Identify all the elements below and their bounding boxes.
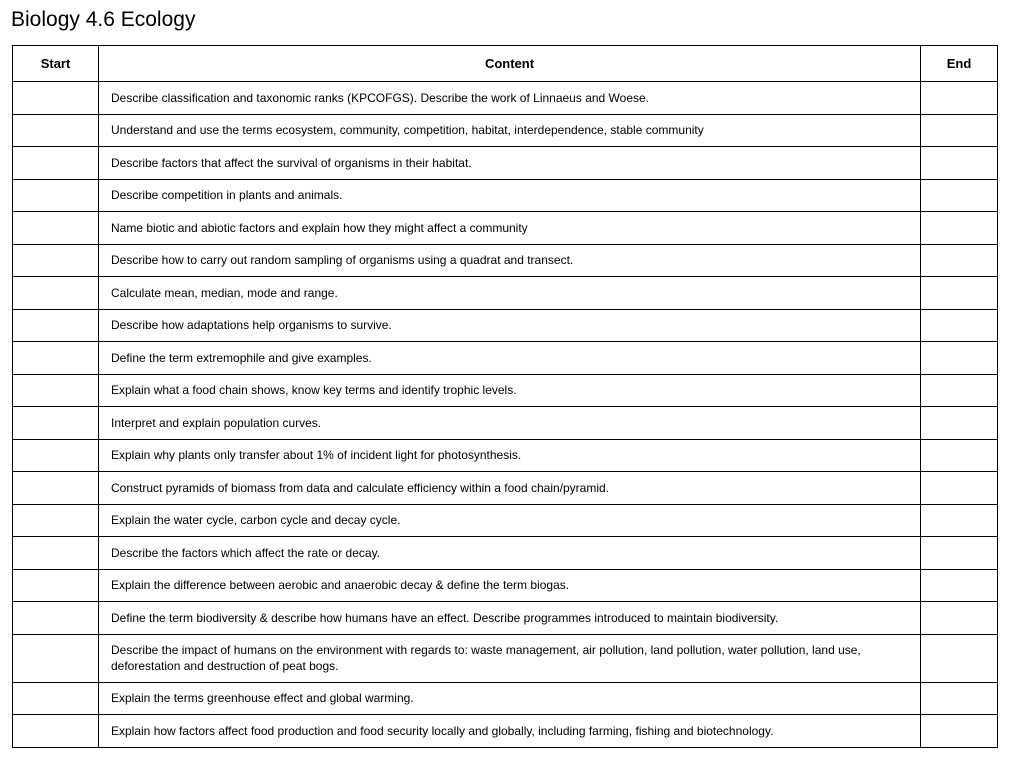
end-check-cell[interactable]	[921, 472, 998, 505]
start-check-cell[interactable]	[13, 569, 99, 602]
content-cell: Describe competition in plants and animals.	[99, 179, 921, 212]
table-row	[13, 374, 998, 407]
table-row	[13, 602, 998, 635]
end-check-cell[interactable]	[921, 439, 998, 472]
table-row	[13, 682, 998, 715]
start-check-cell[interactable]	[13, 602, 99, 635]
table-row	[13, 407, 998, 440]
content-cell: Calculate mean, median, mode and range.	[99, 277, 921, 310]
content-cell: Explain how factors affect food production and food security locally and globally, including farming, fishing and biotechnology.	[99, 715, 921, 748]
content-cell: Describe the factors which affect the rate or decay.	[99, 537, 921, 570]
end-check-cell[interactable]	[921, 342, 998, 375]
end-check-cell[interactable]	[921, 212, 998, 245]
start-check-cell[interactable]	[13, 244, 99, 277]
content-cell: Explain the water cycle, carbon cycle and decay cycle.	[99, 504, 921, 537]
start-column-header: Start	[13, 46, 99, 82]
end-check-cell[interactable]	[921, 179, 998, 212]
content-cell: Construct pyramids of biomass from data and calculate efficiency within a food chain/pyramid.	[99, 472, 921, 505]
content-cell: Interpret and explain population curves.	[99, 407, 921, 440]
end-check-cell[interactable]	[921, 537, 998, 570]
start-check-cell[interactable]	[13, 82, 99, 115]
end-check-cell[interactable]	[921, 569, 998, 602]
table-row	[13, 342, 998, 375]
table-row	[13, 439, 998, 472]
start-check-cell[interactable]	[13, 682, 99, 715]
start-check-cell[interactable]	[13, 537, 99, 570]
page-title: Biology 4.6 Ecology	[11, 8, 196, 31]
table-row	[13, 114, 998, 147]
end-check-cell[interactable]	[921, 244, 998, 277]
end-check-cell[interactable]	[921, 82, 998, 115]
content-cell: Describe how to carry out random sampling of organisms using a quadrat and transect.	[99, 244, 921, 277]
end-check-cell[interactable]	[921, 407, 998, 440]
table-row	[13, 277, 998, 310]
start-check-cell[interactable]	[13, 472, 99, 505]
content-cell: Define the term biodiversity & describe how humans have an effect. Describe programmes introduced to maintain biodiversity.	[99, 602, 921, 635]
start-check-cell[interactable]	[13, 374, 99, 407]
table-row	[13, 472, 998, 505]
start-check-cell[interactable]	[13, 212, 99, 245]
start-check-cell[interactable]	[13, 439, 99, 472]
content-cell: Name biotic and abiotic factors and explain how they might affect a community	[99, 212, 921, 245]
start-check-cell[interactable]	[13, 277, 99, 310]
table-row	[13, 212, 998, 245]
start-check-cell[interactable]	[13, 309, 99, 342]
content-cell: Explain the terms greenhouse effect and global warming.	[99, 682, 921, 715]
end-check-cell[interactable]	[921, 602, 998, 635]
end-check-cell[interactable]	[921, 682, 998, 715]
content-cell: Explain why plants only transfer about 1% of incident light for photosynthesis.	[99, 439, 921, 472]
table-row	[13, 82, 998, 115]
table-row	[13, 715, 998, 748]
table-row	[13, 634, 998, 682]
content-cell: Understand and use the terms ecosystem, community, competition, habitat, interdependence, stable community	[99, 114, 921, 147]
content-cell: Describe the impact of humans on the environment with regards to: waste management, air pollution, land pollution, water pollution, land use, deforestation and destruction of peat bogs.	[99, 634, 921, 682]
content-cell: Describe how adaptations help organisms to survive.	[99, 309, 921, 342]
table-row	[13, 537, 998, 570]
table-row	[13, 504, 998, 537]
table-row	[13, 147, 998, 180]
content-cell: Explain the difference between aerobic and anaerobic decay & define the term biogas.	[99, 569, 921, 602]
start-check-cell[interactable]	[13, 342, 99, 375]
content-cell: Explain what a food chain shows, know key terms and identify trophic levels.	[99, 374, 921, 407]
end-column-header: End	[921, 46, 998, 82]
table-header-row	[13, 46, 998, 82]
end-check-cell[interactable]	[921, 147, 998, 180]
content-cell: Describe classification and taxonomic ranks (KPCOFGS). Describe the work of Linnaeus and Woese.	[99, 82, 921, 115]
end-check-cell[interactable]	[921, 374, 998, 407]
ecology-checklist-table	[12, 45, 998, 748]
start-check-cell[interactable]	[13, 504, 99, 537]
start-check-cell[interactable]	[13, 114, 99, 147]
start-check-cell[interactable]	[13, 179, 99, 212]
end-check-cell[interactable]	[921, 504, 998, 537]
start-check-cell[interactable]	[13, 634, 99, 682]
end-check-cell[interactable]	[921, 114, 998, 147]
content-cell: Describe factors that affect the survival of organisms in their habitat.	[99, 147, 921, 180]
start-check-cell[interactable]	[13, 147, 99, 180]
table-row	[13, 309, 998, 342]
end-check-cell[interactable]	[921, 715, 998, 748]
content-cell: Define the term extremophile and give examples.	[99, 342, 921, 375]
content-column-header: Content	[99, 46, 921, 82]
start-check-cell[interactable]	[13, 715, 99, 748]
end-check-cell[interactable]	[921, 309, 998, 342]
start-check-cell[interactable]	[13, 407, 99, 440]
table-row	[13, 179, 998, 212]
end-check-cell[interactable]	[921, 277, 998, 310]
table-row	[13, 244, 998, 277]
end-check-cell[interactable]	[921, 634, 998, 682]
table-row	[13, 569, 998, 602]
